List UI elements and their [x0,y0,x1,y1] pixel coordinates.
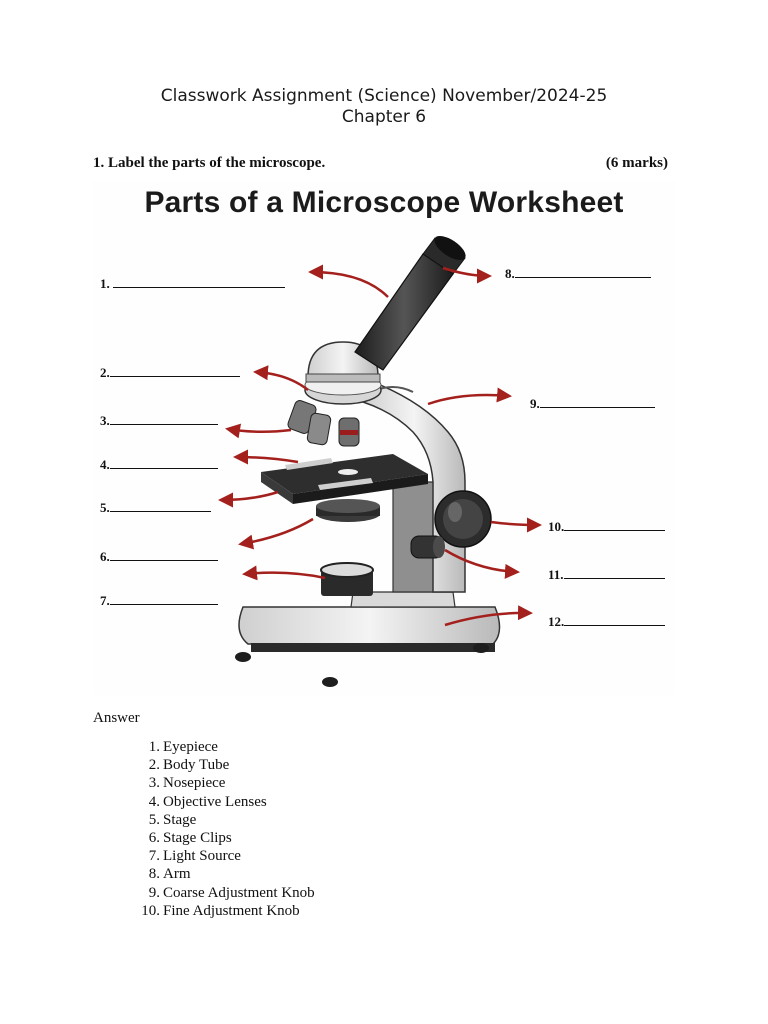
worksheet-label-9: 9. [530,396,655,412]
worksheet-label-4: 4. [100,457,218,473]
worksheet-title: Parts of a Microscope Worksheet [144,186,624,219]
eyepiece [355,231,469,370]
question-marks: (6 marks) [605,155,668,171]
worksheet-label-5: 5. [100,500,211,516]
worksheet-label-6: 6. [100,549,218,565]
worksheet-label-10: 10. [548,519,665,535]
worksheet-label-7: 7. [100,593,218,609]
fine-knob [411,536,445,558]
coarse-knob [435,491,491,547]
worksheet-label-12: 12. [548,614,665,630]
assignment-title: Classwork Assignment (Science) November/2024-25 [160,86,608,106]
microscope-figure [93,182,675,695]
diaphragm [316,499,380,522]
objective-lenses [287,399,359,446]
worksheet-label-8: 8. [505,266,651,282]
worksheet-label-11: 11. [548,567,665,583]
chapter-label: Chapter 6 [341,107,427,127]
worksheet-label-1: 1. [100,276,285,292]
question-text: 1. Label the parts of the microscope. [93,155,326,171]
microscope-base [235,607,500,687]
question-row [93,155,668,175]
worksheet-label-2: 2. [100,365,240,381]
worksheet-label-3: 3. [100,413,218,429]
light-source [321,563,373,596]
answer-heading: Answer [93,710,140,726]
assignment-header [0,86,768,128]
